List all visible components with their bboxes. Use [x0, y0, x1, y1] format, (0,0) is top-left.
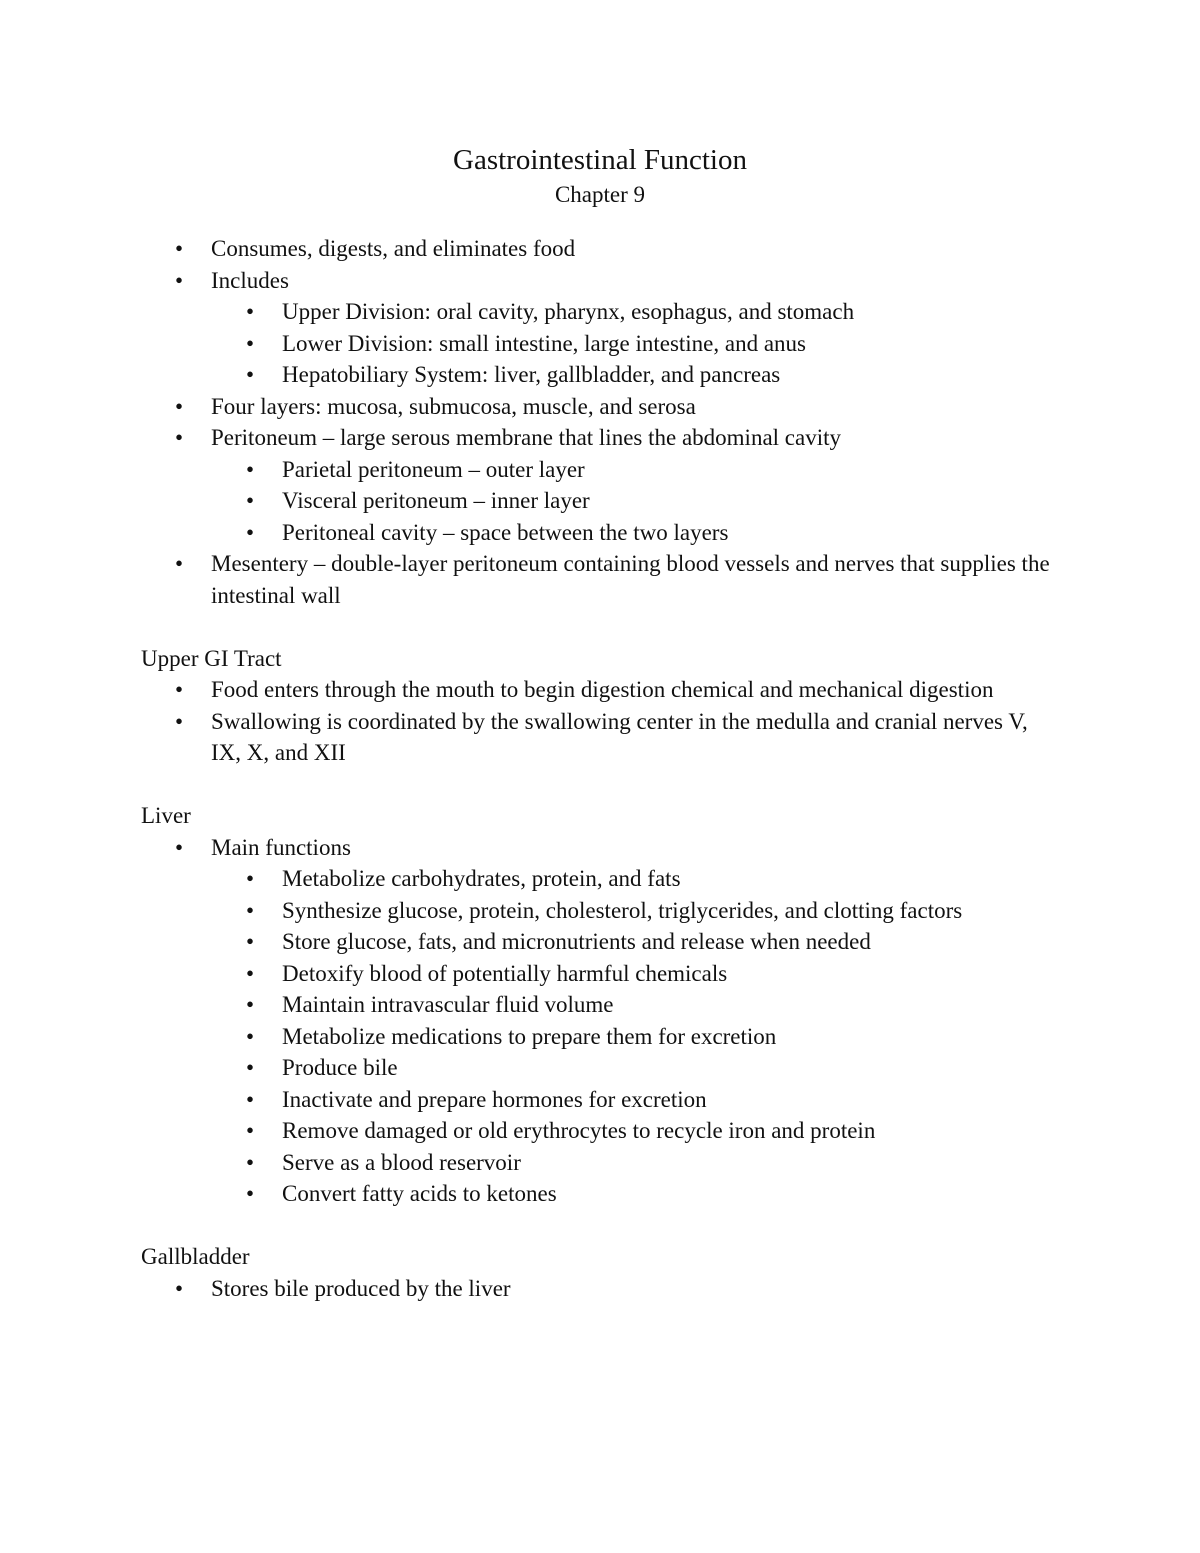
list-item: • Detoxify blood of potentially harmful chemicals [0, 958, 1042, 990]
list-item: • Visceral peritoneum – inner layer [0, 485, 1042, 517]
list-item: • Convert fatty acids to ketones [0, 1178, 1042, 1210]
section-heading-gallbladder: Gallbladder [141, 1244, 250, 1269]
list-item: • Peritoneal cavity – space between the two layers [0, 517, 1042, 549]
list-item: • Stores bile produced by the liver [0, 1273, 1051, 1305]
list-item: • Produce bile [0, 1052, 1042, 1084]
page-title: Gastrointestinal Function [453, 144, 747, 176]
list-item: • Hepatobiliary System: liver, gallbladder, and pancreas [0, 359, 1042, 391]
list-item: • Metabolize carbohydrates, protein, and fats [0, 863, 1042, 895]
liver-list [0, 832, 1200, 1210]
list-item: • Lower Division: small intestine, large intestine, and anus [0, 328, 1042, 360]
list-item: • Store glucose, fats, and micronutrients and release when needed [0, 926, 1042, 958]
list-item: • Includes [0, 265, 1051, 297]
list-item: • Peritoneum – large serous membrane that lines the abdominal cavity [0, 422, 1051, 454]
list-item: • Food enters through the mouth to begin digestion chemical and mechanical digestion [0, 674, 1051, 706]
list-item: • Four layers: mucosa, submucosa, muscle, and serosa [0, 391, 1051, 423]
section-heading-upper-gi: Upper GI Tract [141, 645, 282, 671]
list-item: • Synthesize glucose, protein, cholesterol, triglycerides, and clotting factors [0, 895, 1042, 927]
list-item: • Maintain intravascular fluid volume [0, 989, 1042, 1021]
list-item: • Parietal peritoneum – outer layer [0, 454, 1042, 486]
document-body [0, 233, 1200, 1304]
list-item: • Metabolize medications to prepare them for excretion [0, 1021, 1042, 1053]
list-item: • Mesentery – double-layer peritoneum containing blood vessels and nerves that supplies the intestinal wall [0, 548, 1051, 611]
section-heading-liver: Liver [141, 803, 191, 828]
list-item: • Serve as a blood reservoir [0, 1147, 1042, 1179]
list-item: • Inactivate and prepare hormones for excretion [0, 1084, 1042, 1116]
list-item: • Consumes, digests, and eliminates food [0, 233, 1051, 265]
list-item: • Main functions [0, 832, 1051, 864]
list-item: • Upper Division: oral cavity, pharynx, esophagus, and stomach [0, 296, 1042, 328]
list-item: • Remove damaged or old erythrocytes to recycle iron and protein [0, 1115, 1042, 1147]
list-item: • Swallowing is coordinated by the swallowing center in the medulla and cranial nerves V, IX, X, and XII [0, 706, 1051, 769]
upper-gi-list [0, 674, 1200, 769]
page-subtitle: Chapter 9 [554, 182, 646, 207]
gallbladder-list [0, 1273, 1200, 1305]
intro-list [0, 233, 1200, 611]
